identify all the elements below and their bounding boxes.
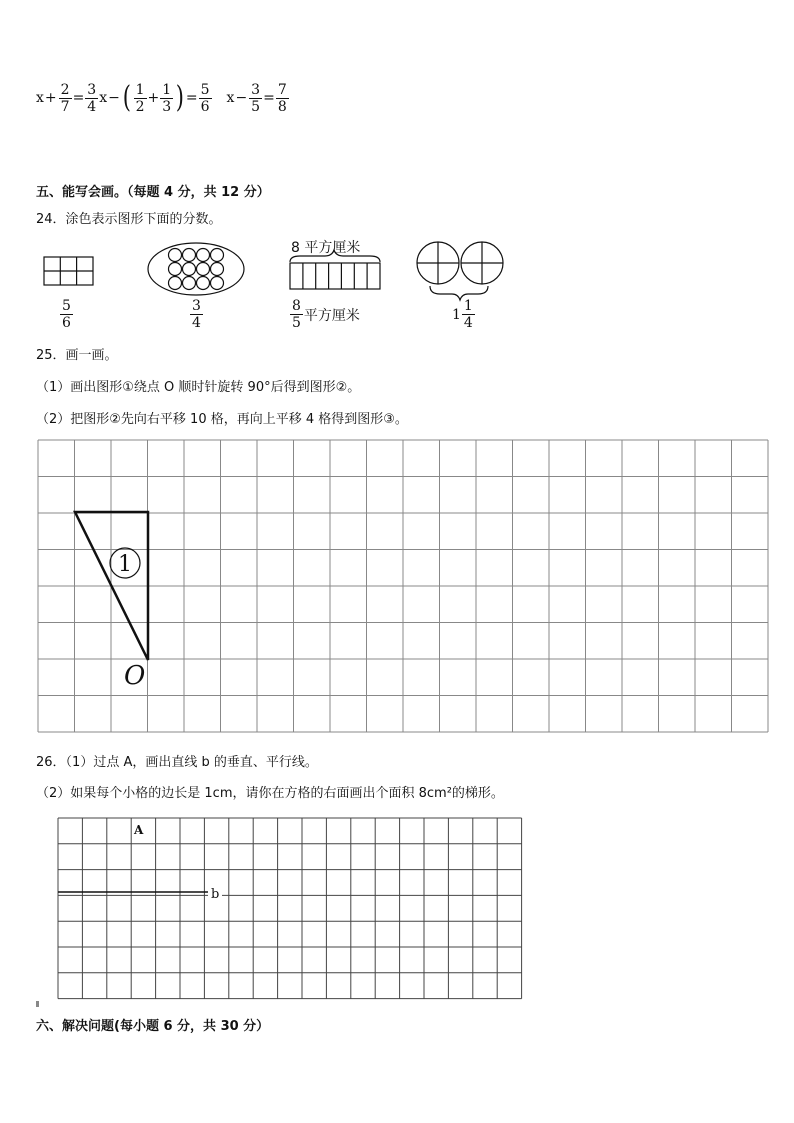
point-a-label: A bbox=[134, 823, 144, 837]
small-circle bbox=[211, 263, 224, 276]
section-6-title: 六、解决问题(每小题 6 分，共 30 分） bbox=[36, 1019, 270, 1034]
q25-grid bbox=[0, 430, 794, 740]
shape-1-label: 1 bbox=[118, 552, 132, 577]
eq2-equals: = bbox=[185, 90, 198, 106]
small-circle bbox=[183, 263, 196, 276]
eq1-frac2: $\frac{3}{4}$ bbox=[87, 81, 97, 115]
q26-sub2: （2）如果每个小格的边长是 1cm，请你在方格的右面画出个面积 8cm²的梯形。 bbox=[36, 786, 504, 801]
eq3-var: x bbox=[226, 90, 235, 106]
q24-fig3-unit: 平方厘米 bbox=[303, 307, 360, 324]
eq3-frac2: $\frac{7}{8}$ bbox=[277, 81, 287, 115]
small-circle bbox=[169, 249, 182, 262]
q24-title: 24．涂色表示图形下面的分数。 bbox=[36, 212, 222, 227]
eq2-minus: − bbox=[108, 90, 120, 106]
q24-fig4-mixed-fraction: 1 $\frac{1}{4}$ bbox=[452, 298, 473, 331]
eq2-frac1: $\frac{1}{2}$ bbox=[135, 81, 145, 115]
q25-sub2: （2）把图形②先向右平移 10 格，再向上平移 4 格得到图形③。 bbox=[36, 412, 408, 427]
eq3-minus: − bbox=[235, 90, 248, 106]
left-paren: ( bbox=[122, 80, 131, 115]
q24-fig3-fraction: $\frac{8}{5}$ 平方厘米 bbox=[292, 298, 360, 331]
eq2-frac2: $\frac{1}{3}$ bbox=[162, 81, 172, 115]
q26-grid bbox=[0, 810, 794, 1000]
eq1-var: x bbox=[36, 90, 44, 106]
q24-figures bbox=[0, 230, 794, 340]
eq2-frac3: $\frac{5}{6}$ bbox=[200, 81, 210, 115]
small-circle bbox=[169, 263, 182, 276]
small-circle bbox=[183, 249, 196, 262]
q26-sub1: 26．（1）过点 A，画出直线 b 的垂直、平行线。 bbox=[36, 755, 318, 770]
point-o-label: O bbox=[124, 661, 146, 691]
line-b-label: b bbox=[211, 887, 220, 902]
eq1-equals: = bbox=[72, 90, 85, 106]
small-circle bbox=[183, 277, 196, 290]
small-circle bbox=[169, 277, 182, 290]
small-circle bbox=[197, 277, 210, 290]
q25-sub1: （1）画出图形①绕点 O 顺时针旋转 90°后得到图形②。 bbox=[36, 380, 361, 395]
section-5-title: 五、能写会画。（每题 4 分，共 12 分） bbox=[36, 185, 270, 200]
stray-mark bbox=[36, 1001, 39, 1007]
eq1-frac1: $\frac{2}{7}$ bbox=[60, 81, 70, 115]
small-circle bbox=[211, 277, 224, 290]
eq3-equals: = bbox=[263, 90, 275, 106]
q24-fig4-circles bbox=[417, 242, 503, 300]
q25-title: 25．画一画。 bbox=[36, 348, 118, 363]
eq2-plus: + bbox=[147, 90, 160, 106]
q24-fig2-ellipse bbox=[148, 243, 244, 295]
q24-fig1-grid bbox=[44, 257, 93, 285]
q24-fig3-top-label: 8 平方厘米 bbox=[291, 240, 361, 256]
small-circle bbox=[211, 249, 224, 262]
eq1-x2: x bbox=[99, 90, 108, 106]
eq3-frac1: $\frac{3}{5}$ bbox=[251, 81, 261, 115]
q24-fig1-fraction: $\frac{5}{6}$ bbox=[62, 298, 71, 331]
eq1-plus: + bbox=[44, 90, 57, 106]
small-circle bbox=[197, 263, 210, 276]
q24-fig2-fraction: $\frac{3}{4}$ bbox=[192, 298, 201, 331]
small-circle bbox=[197, 249, 210, 262]
right-paren: ) bbox=[175, 80, 185, 115]
equation-row bbox=[36, 78, 290, 118]
